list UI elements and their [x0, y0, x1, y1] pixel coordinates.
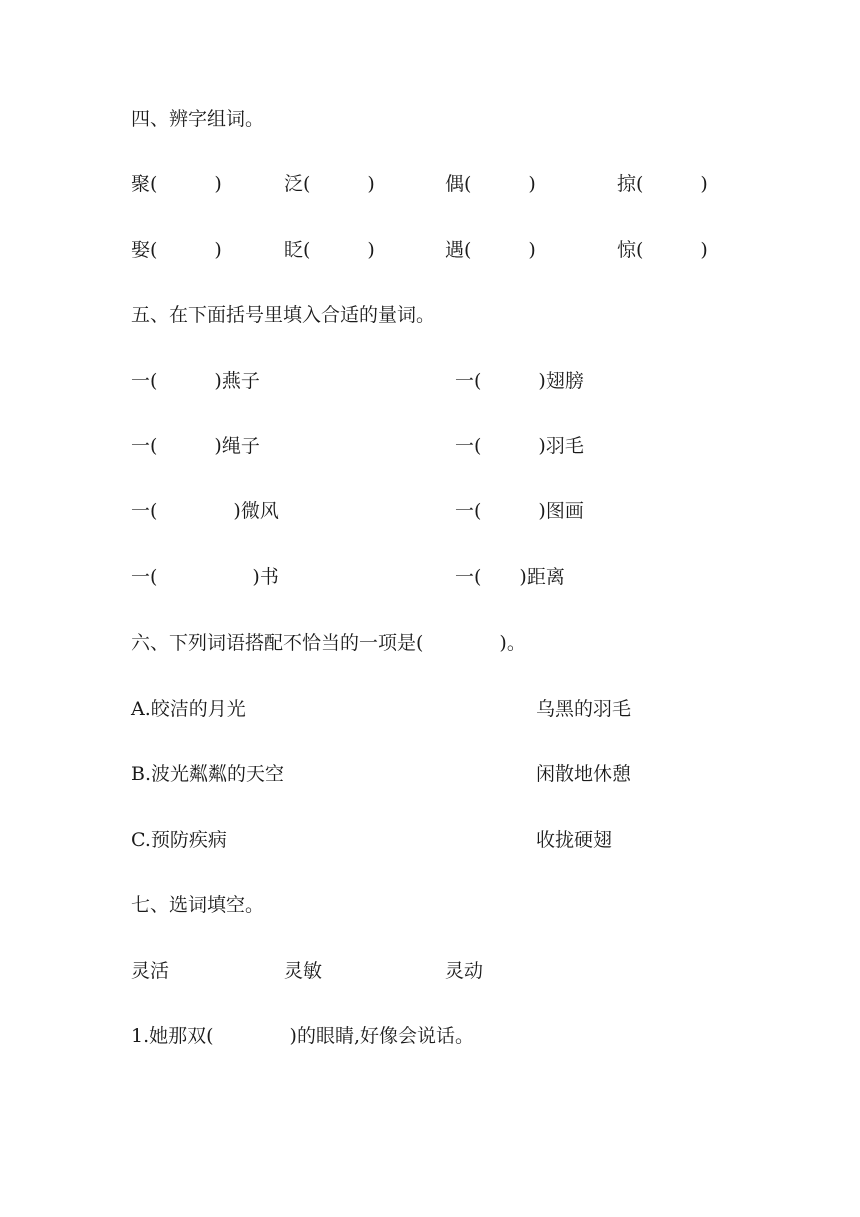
option-c-left: C.预防疾病 — [131, 829, 227, 851]
char-blank-8: 惊( ) — [617, 239, 708, 261]
word-choice: 灵敏 — [284, 960, 323, 982]
option-a-left: A.皎洁的月光 — [131, 698, 246, 720]
char-blank-2: 泛( ) — [284, 173, 375, 195]
measure-word-item: 一( )燕子 — [131, 370, 260, 392]
char-blank-4: 掠( ) — [617, 173, 708, 195]
char-blank-6: 眨( ) — [284, 239, 375, 261]
char-blank-1: 聚( ) — [131, 173, 222, 195]
char-blank-5: 娶( ) — [131, 239, 222, 261]
word-choice: 灵活 — [131, 960, 170, 982]
section-5-heading: 五、在下面括号里填入合适的量词。 — [131, 304, 436, 326]
measure-word-item: 一( )羽毛 — [455, 435, 584, 457]
measure-word-item: 一( )微风 — [131, 500, 279, 522]
section-6-heading: 六、下列词语搭配不恰当的一项是( )。 — [131, 632, 526, 654]
measure-word-item: 一( )翅膀 — [455, 370, 584, 392]
option-a-right: 乌黑的羽毛 — [536, 698, 632, 720]
char-blank-7: 遇( ) — [445, 239, 536, 261]
question-1: 1.她那双( )的眼睛,好像会说话。 — [131, 1025, 474, 1047]
char-blank-3: 偶( ) — [445, 173, 536, 195]
section-4-heading: 四、辨字组词。 — [131, 108, 265, 130]
measure-word-item: 一( )绳子 — [131, 435, 260, 457]
section-7-heading: 七、选词填空。 — [131, 894, 265, 916]
option-b-left: B.波光粼粼的天空 — [131, 763, 285, 785]
option-c-right: 收拢硬翅 — [536, 829, 613, 851]
word-choice: 灵动 — [445, 960, 484, 982]
measure-word-item: 一( )距离 — [455, 566, 565, 588]
option-b-right: 闲散地休憩 — [536, 763, 632, 785]
measure-word-item: 一( )书 — [131, 566, 279, 588]
measure-word-item: 一( )图画 — [455, 500, 584, 522]
